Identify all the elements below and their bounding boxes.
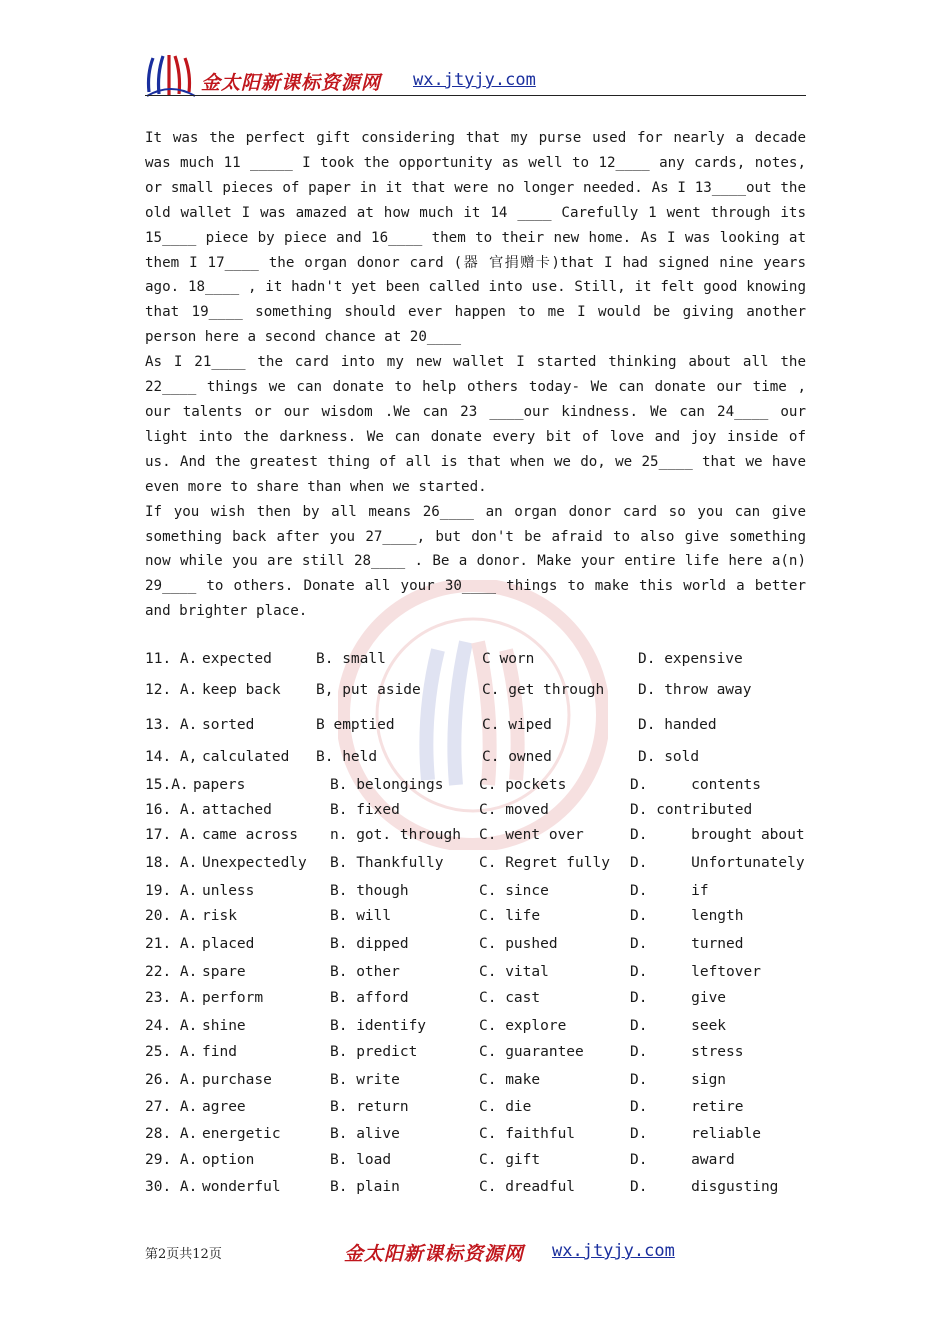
footer-brand: 金太阳新课标资源网: [344, 1243, 525, 1265]
option-c: C. went over: [479, 827, 584, 843]
option-c: C. explore: [479, 1018, 567, 1034]
option-a: unless: [202, 883, 255, 899]
option-c: C. faithful: [479, 1126, 576, 1142]
option-d: D. turned: [630, 936, 744, 952]
option-b: B. predict: [330, 1044, 418, 1060]
option-b: B. dipped: [330, 936, 409, 952]
option-b: B. other: [330, 964, 400, 980]
option-a: papers: [193, 777, 246, 793]
option-d: D. sold: [638, 749, 700, 765]
option-d: D. leftover: [630, 964, 761, 980]
option-d: D. throw away: [638, 682, 752, 698]
option-c: C. guarantee: [479, 1044, 584, 1060]
option-a: sorted: [202, 717, 255, 733]
option-c: C. die: [479, 1099, 532, 1115]
header-url-link[interactable]: wx.jtyjy.com: [413, 70, 536, 90]
option-b: B. held: [316, 749, 378, 765]
question-number: 19. A.: [145, 883, 198, 899]
option-a: came across: [202, 827, 299, 843]
question-number: 26. A.: [145, 1072, 198, 1088]
option-b: n. got. through: [330, 827, 461, 843]
question-number: 25. A.: [145, 1044, 198, 1060]
option-a: calculated: [202, 749, 290, 765]
option-b: B emptied: [316, 717, 395, 733]
option-d: D. stress: [630, 1044, 744, 1060]
footer-url-link[interactable]: wx.jtyjy.com: [552, 1241, 675, 1261]
option-b: B. though: [330, 883, 409, 899]
option-b: B. will: [330, 908, 392, 924]
option-b: B. write: [330, 1072, 400, 1088]
option-d: D. Unfortunately: [630, 855, 805, 871]
option-c: C worn: [482, 651, 535, 667]
option-d: D. award: [630, 1152, 735, 1168]
question-number: 11. A.: [145, 651, 198, 667]
option-a: keep back: [202, 682, 281, 698]
option-a: risk: [202, 908, 237, 924]
option-d: D. reliable: [630, 1126, 761, 1142]
option-d: D. seek: [630, 1018, 727, 1034]
option-a: expected: [202, 651, 272, 667]
option-b: B. Thankfully: [330, 855, 444, 871]
option-c: C. owned: [482, 749, 552, 765]
question-number: 29. A.: [145, 1152, 198, 1168]
option-a: purchase: [202, 1072, 272, 1088]
option-c: C. pushed: [479, 936, 558, 952]
question-number: 13. A.: [145, 717, 198, 733]
header-divider: [145, 95, 806, 96]
question-number: 21. A.: [145, 936, 198, 952]
option-a: Unexpectedly: [202, 855, 307, 871]
option-a: spare: [202, 964, 246, 980]
option-a: find: [202, 1044, 237, 1060]
question-number: 22. A.: [145, 964, 198, 980]
question-number: 23. A.: [145, 990, 198, 1006]
option-c: C. life: [479, 908, 541, 924]
option-a: wonderful: [202, 1179, 281, 1195]
option-c: C. Regret fully: [479, 855, 610, 871]
option-d: D. if: [630, 883, 709, 899]
option-a: perform: [202, 990, 264, 1006]
cloze-passage: [145, 126, 815, 624]
question-number: 28. A.: [145, 1126, 198, 1142]
question-number: 16. A.: [145, 802, 198, 818]
option-a: placed: [202, 936, 255, 952]
option-d: D. expensive: [638, 651, 743, 667]
option-b: B. afford: [330, 990, 409, 1006]
option-b: B. identify: [330, 1018, 427, 1034]
question-number: 27. A.: [145, 1099, 198, 1115]
option-b: B. fixed: [330, 802, 400, 818]
option-d: D. disgusting: [630, 1179, 779, 1195]
question-number: 24. A.: [145, 1018, 198, 1034]
passage-paragraph-2: As I 21____ the card into my new wallet I started thinking about all the 22____ things we can donate to help others today- We can donate our time , our talents or our wisdom .We can 23 ____our kindness. We can 24____ our light into the darkness. We can donate every bit of love and joy inside of us. And the greatest thing of all is that when we do, we 25____ that we have even more to share than when we started.: [145, 354, 815, 495]
option-d: D. contributed: [630, 802, 753, 818]
question-number: 15.A.: [145, 777, 189, 793]
option-a: option: [202, 1152, 255, 1168]
question-number: 12. A.: [145, 682, 198, 698]
logo-icon: [145, 52, 197, 98]
page-number: 第2页共12页: [145, 1247, 222, 1262]
option-b: B. belongings: [330, 777, 444, 793]
passage-paragraph-3: If you wish then by all means 26____ an organ donor card so you can give something back after you 27____, but don't be afraid to also give something now while you are still 28____ . Be a donor. Make your entire life here a(n) 29____ to others. Donate all your 30____ things to make this world a better and brighter place.: [145, 503, 815, 620]
option-c: C. get through: [482, 682, 605, 698]
option-c: C. moved: [479, 802, 549, 818]
question-number: 20. A.: [145, 908, 198, 924]
option-c: C. make: [479, 1072, 541, 1088]
option-d: D. give: [630, 990, 727, 1006]
option-a: energetic: [202, 1126, 281, 1142]
option-d: D. length: [630, 908, 744, 924]
option-c: C. vital: [479, 964, 549, 980]
option-c: C. wiped: [482, 717, 552, 733]
option-d: D. retire: [630, 1099, 744, 1115]
option-c: C. since: [479, 883, 549, 899]
option-c: C. cast: [479, 990, 541, 1006]
option-a: agree: [202, 1099, 246, 1115]
option-b: B. small: [316, 651, 386, 667]
question-number: 17. A.: [145, 827, 198, 843]
option-b: B. alive: [330, 1126, 400, 1142]
option-d: D. sign: [630, 1072, 727, 1088]
option-d: D. brought about: [630, 827, 805, 843]
option-c: C. gift: [479, 1152, 541, 1168]
option-b: B, put aside: [316, 682, 421, 698]
page-header: [145, 52, 806, 98]
option-a: shine: [202, 1018, 246, 1034]
question-number: 14. A,: [145, 749, 198, 765]
question-number: 18. A.: [145, 855, 198, 871]
passage-paragraph-1: It was the perfect gift considering that my purse used for nearly a decade was much 11 _____ I took the opportunity as well to 12____ any cards, notes, or small pieces of paper in it that were no longer needed. As I 13____out the old wallet I was amazed at how much it 14 ____ Carefully 1 went through its 15____ piece by piece and 16____ them to their new home. As I was looking at them I 17____ the organ donor card (器 官捐赠卡)that I had signed nine years ago. 18____ , it hadn't yet been called into use. Still, it felt good knowing that 19____ something should ever happen to me I would be giving another person here a second chance at 20____: [145, 130, 815, 346]
option-c: C. pockets: [479, 777, 567, 793]
option-b: B. return: [330, 1099, 409, 1115]
header-brand: 金太阳新课标资源网: [201, 72, 382, 94]
option-b: B. plain: [330, 1179, 400, 1195]
option-d: D. handed: [638, 717, 717, 733]
option-d: D. contents: [630, 777, 761, 793]
option-c: C. dreadful: [479, 1179, 576, 1195]
option-a: attached: [202, 802, 272, 818]
question-number: 30. A.: [145, 1179, 198, 1195]
option-b: B. load: [330, 1152, 392, 1168]
